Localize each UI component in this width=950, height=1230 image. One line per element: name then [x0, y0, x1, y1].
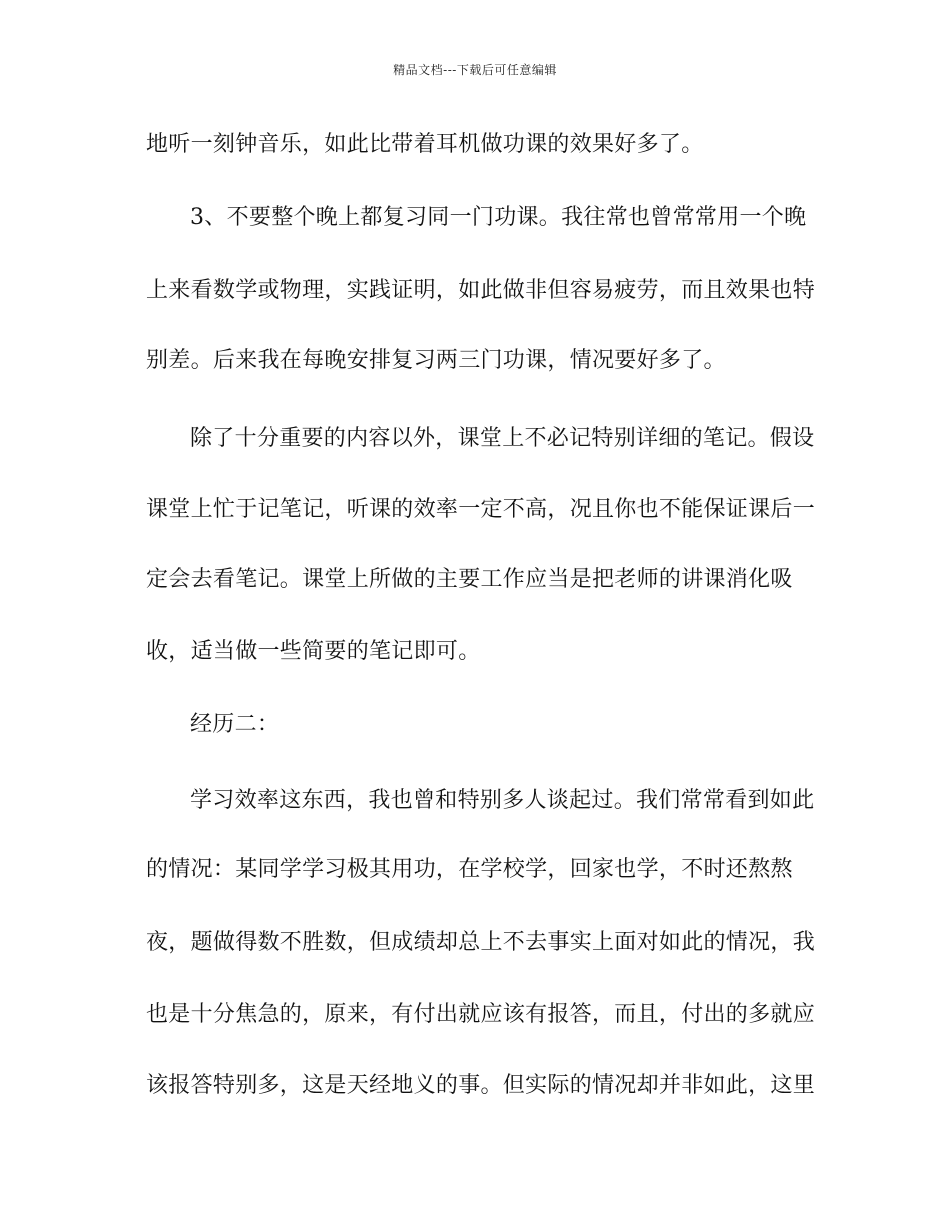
page-header: 精品文档---下载后可任意编辑: [393, 63, 557, 77]
body-line: 收，适当做一些简要的笔记即可。: [146, 639, 481, 664]
body-line: 别差。后来我在每晚安排复习两三门功课，情况要好多了。: [146, 348, 726, 373]
paragraph-first-line: 3、不要整个晚上都复习同一门功课。我往常也曾常常用一个晚: [190, 205, 807, 230]
body-line: 夜，题做得数不胜数，但成绩却总上不去事实上面对如此的情况，我: [146, 930, 816, 955]
body-line: 定会去看笔记。课堂上所做的主要工作应当是把老师的讲课消化吸: [146, 567, 793, 592]
body-line: 该报答特别多，这是天经地义的事。但实际的情况却并非如此，这里: [146, 1073, 816, 1098]
body-line: 地听一刻钟音乐，如此比带着耳机做功课的效果好多了。: [146, 132, 704, 157]
body-line: 也是十分焦急的，原来，有付出就应该有报答，而且，付出的多就应: [146, 1002, 816, 1027]
body-line: 课堂上忙于记笔记，听课的效率一定不高，况且你也不能保证课后一: [146, 497, 816, 522]
paragraph-first-line: 除了十分重要的内容以外，课堂上不必记特别详细的笔记。假设: [190, 426, 815, 451]
paragraph-first-line: 学习效率这东西，我也曾和特别多人谈起过。我们常常看到如此: [190, 788, 815, 813]
section-heading: 经历二：: [190, 712, 280, 737]
body-line: 的情况：某同学学习极其用功，在学校学，回家也学，不时还熬熬: [146, 857, 793, 882]
body-line: 上来看数学或物理，实践证明，如此做非但容易疲劳，而且效果也特: [146, 278, 816, 303]
